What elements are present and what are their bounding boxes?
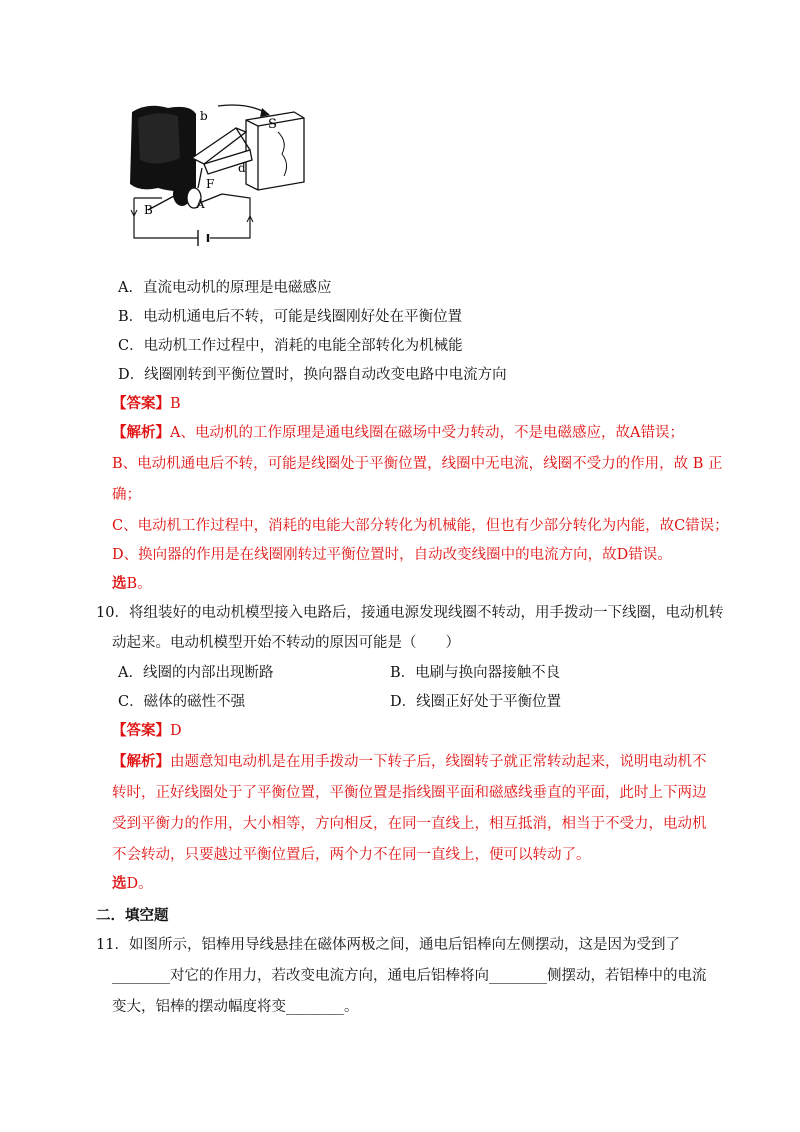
rotation-arrow bbox=[218, 105, 268, 114]
q10-option-c: C．磁体的磁性不强 bbox=[118, 694, 246, 710]
q9-analysis-line-4: C、电动机工作过程中，消耗的电能大部分转化为机械能，但也有少部分转化为内能，故C错误； bbox=[112, 518, 729, 534]
q10-analysis-line-3: 受到平衡力的作用，大小相等，方向相反，在同一直线上，相互抵消，相当于不受力，电动机 bbox=[112, 816, 707, 832]
q9-analysis-line-2: B、电动机通电后不转，可能是线圈处于平衡位置，线圈中无电流，线圈不受力的作用，故 B 正 bbox=[112, 456, 723, 472]
q10-analysis-tag: 【解析】 bbox=[112, 753, 170, 770]
q9-analysis-text-1: A、电动机的工作原理是通电线圈在磁场中受力转动，不是电磁感应，故A错误； bbox=[170, 425, 684, 441]
magnet-texture bbox=[138, 113, 180, 163]
q10-choose bbox=[112, 872, 153, 893]
q11-line-3: 变大，铝棒的摆动幅度将变________。 bbox=[112, 999, 359, 1015]
motor-diagram-svg bbox=[118, 98, 318, 250]
brush-a bbox=[202, 194, 222, 202]
q9-answer bbox=[112, 392, 181, 413]
q9-analysis-line-1 bbox=[112, 421, 684, 442]
circuit-right bbox=[210, 194, 250, 238]
q10-answer bbox=[112, 719, 182, 740]
label-s: S bbox=[268, 117, 277, 132]
label-f: F bbox=[206, 177, 215, 191]
q11-line-1: 11．如图所示，铝棒用导线悬挂在磁体两极之间，通电后铝棒向左侧摆动，这是因为受到了 bbox=[96, 937, 680, 953]
label-d: d bbox=[238, 161, 246, 175]
motor-diagram bbox=[118, 98, 318, 250]
q10-option-d: D．线圈正好处于平衡位置 bbox=[390, 694, 562, 710]
q10-answer-tag: 【答案】 bbox=[112, 722, 170, 739]
q9-answer-value: B bbox=[170, 396, 181, 412]
q9-analysis-line-3: 确； bbox=[112, 487, 141, 503]
q10-analysis-line-4: 不会转动，只要越过平衡位置后，两个力不在同一直线上，便可以转动了。 bbox=[112, 847, 591, 863]
q9-option-d: D．线圈刚转到平衡位置时，换向器自动改变电路中电流方向 bbox=[118, 367, 507, 383]
label-bb: B bbox=[144, 203, 153, 217]
coil-lead-2 bbox=[198, 168, 202, 188]
q10-stem-line-1: 10．将组装好的电动机模型接入电路后，接通电源发现线圈不转动，用手拨动一下线圈，电动机转 bbox=[96, 605, 724, 621]
q9-choose-value: B。 bbox=[126, 576, 152, 592]
q10-choose-value: D。 bbox=[126, 876, 153, 892]
q10-analysis-line-1 bbox=[112, 750, 707, 771]
q9-option-c: C．电动机工作过程中，消耗的电能全部转化为机械能 bbox=[118, 338, 463, 354]
q10-analysis-line-2: 转时，正好线圈处于了平衡位置，平衡位置是指线圈平面和磁感线垂直的平面，此时上下两边 bbox=[112, 785, 707, 801]
q10-choose-prefix: 选 bbox=[112, 875, 127, 892]
q9-analysis-tag: 【解析】 bbox=[112, 424, 170, 441]
q11-line-2: ________对它的作用力，若改变电流方向，通电后铝棒将向________侧摆动，若铝棒中的电流 bbox=[112, 968, 707, 984]
q10-answer-value: D bbox=[170, 723, 182, 739]
q10-analysis-text-1: 由题意知电动机是在用手拨动一下转子后，线圈转子就正常转动起来，说明电动机不 bbox=[170, 754, 707, 770]
q10-option-b: B．电刷与换向器接触不良 bbox=[390, 665, 561, 681]
section-title-fill-blank: 二．填空题 bbox=[96, 908, 169, 924]
q9-analysis-line-5: D、换向器的作用是在线圈刚转过平衡位置时，自动改变线圈中的电流方向，故D错误。 bbox=[112, 547, 672, 563]
q10-stem-line-2: 动起来。电动机模型开始不转动的原因可能是（ ） bbox=[112, 635, 460, 651]
q10-option-a: A．线圈的内部出现断路 bbox=[118, 665, 274, 681]
q9-option-a: A．直流电动机的原理是电磁感应 bbox=[118, 280, 332, 296]
q9-choose-prefix: 选 bbox=[112, 575, 127, 592]
q9-option-b: B．电动机通电后不转，可能是线圈刚好处在平衡位置 bbox=[118, 309, 463, 325]
label-b: b bbox=[200, 109, 208, 123]
q9-answer-tag: 【答案】 bbox=[112, 395, 170, 412]
label-a: A bbox=[196, 197, 205, 211]
q9-choose bbox=[112, 572, 152, 593]
